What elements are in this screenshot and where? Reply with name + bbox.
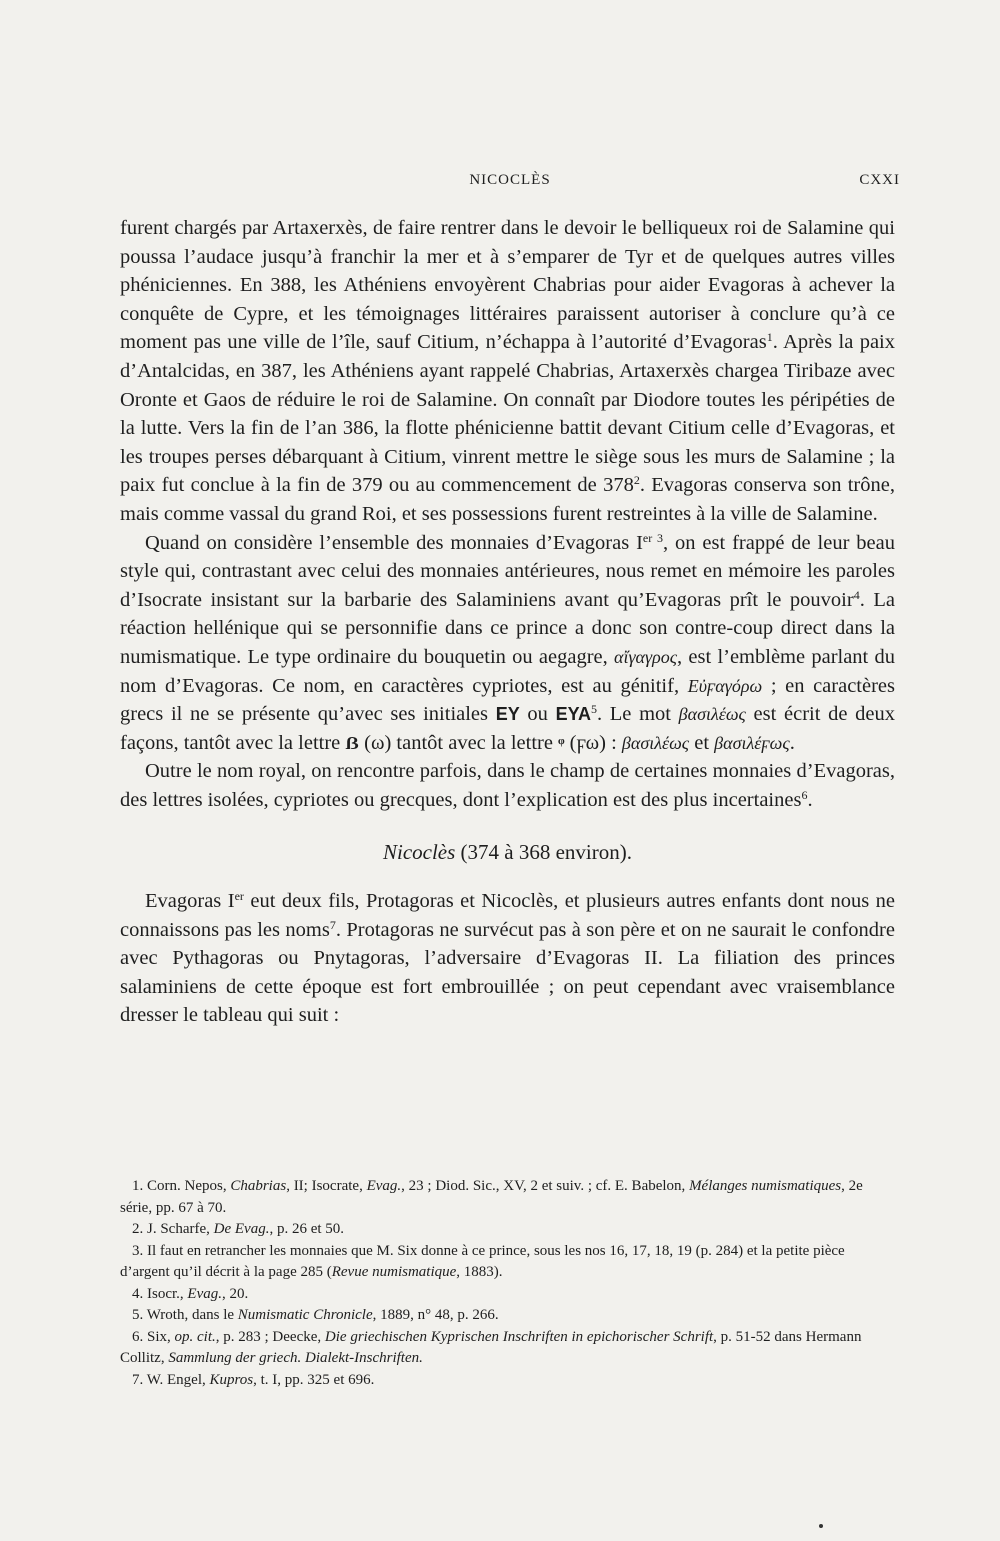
footnote-ref-5: 5 [590,702,597,717]
text-run: , 23 ; Diod. Sic., XV, 2 et suiv. ; cf. E. Babelon, [401,1178,690,1194]
text-run: . [789,731,795,754]
italic-run: Die griechischen Kyprischen Inschriften in epichorischer Schrift [324,1328,714,1345]
footnote-2 [120,1219,895,1241]
body-text [120,214,895,1030]
section-heading-dates: (374 à 368 environ). [455,840,633,865]
text-run: 7. W. Engel, [132,1371,210,1388]
text-run: (ϝω) : [564,731,622,754]
footnote-1 [120,1176,895,1219]
text-run: , p. 26 et 50. [269,1221,345,1237]
italic-run: Evag. [366,1178,402,1194]
greek-word: βασιλέως [621,732,690,753]
text-run: furent chargés par Artaxerxès, de faire rentrer dans le devoir le belliqueux roi de Salamine qui poussa l’audace jusqu’à franchir la mer et à s’emparer de Tyr et de quelques autres villes phéniciennes. En 388, les Athéniens envoyèrent Chabrias pour aider Evagoras à achever la conquête de Cypre, et les témoignages littéraires paraissent autoriser à conclure qu’à ce moment pas une ville de l’île, sauf Citium, n’échappa à l’autorité d’Evagoras [120,217,895,354]
footnotes [120,1176,895,1391]
paragraph-2 [120,529,895,758]
text-run: Quand on considère l’ensemble des monnaies d’Evagoras I [145,531,643,554]
greek-word: βασιλέως [678,704,746,725]
paragraph-3 [120,757,895,814]
text-run: , p. 283 ; Deecke, [215,1328,325,1345]
footnote-4 [120,1284,895,1306]
text-run: . Evagoras conserva son trône, mais comme vassal du grand Roi, et ses possessions furent restreintes à la ville de Salamine. [120,474,895,525]
superscript-er: er [234,889,244,904]
italic-run: Evag. [187,1285,222,1302]
italic-run: Chabrias [230,1178,287,1194]
text-run: 2. J. Scharfe, [132,1221,214,1237]
text-run: , p. 51-52 dans Hermann Collitz, [120,1328,862,1366]
footnote-ref-7: 7 [329,917,336,932]
footnote-6 [120,1327,895,1370]
greek-word: βασιλέϝως [714,732,790,753]
text-run: . Protagoras ne survécut pas à son père et on ne saurait le confondre avec Pythagoras ou Pnytagoras, l’adversaire d’Evagoras II. La filiation des princes salaminiens de cette époque est fort embrouillée ; on peut cependant avec vraisemblance dresser le tableau qui suit : [120,918,895,1027]
text-run: (ω) tantôt avec la lettre [359,731,559,754]
italic-run: Sammlung der griech. Dialekt-Inschriften. [168,1350,423,1366]
cypriot-sign-icon: ẞ [345,732,360,753]
text-run: , 1889, n° 48, p. 266. [372,1307,499,1323]
footnote-ref-4: 4 [853,587,860,602]
text-run: . Après la paix d’Antalcidas, en 387, les Athéniens ayant rappelé Chabrias, Artaxerxès chargea Tiribaze avec Oronte et Gaos de réduire le roi de Salamine. On connaît par Diodore toutes les péripéties de la lutte. Vers la fin de l’an 386, la flotte phénicienne battit devant Citium celle d’Evagoras, et les troupes perses débarquant à Citium, vinrent mettre le siège sous les murs de Salamine ; la paix fut conclue à la fin de 379 ou au commencement de 378 [120,331,896,497]
text-run: , t. I, pp. 325 et 696. [253,1371,375,1388]
italic-run: Numismatic Chronicle [237,1307,373,1323]
cypriot-sign-icon: ᵠ [558,732,565,753]
text-run: ou [519,703,556,726]
greek-word: αἴγαγρος [614,646,678,667]
running-title: NICOCLÈS [469,172,551,188]
ink-speck [819,1524,823,1528]
text-run: . Le mot [596,703,679,726]
italic-run: Revue numismatique [331,1264,457,1280]
greek-initials: EYA [555,704,591,725]
text-run: , on est frappé de leur beau style qui, contrastant avec celui des monnaies antérieures, nous remet en mémoire les paroles d’Isocrate insistant sur la barbarie des Salaminiens avant qu’Evagoras prît le pouvoir [120,531,895,611]
footnote-ref-6: 6 [801,787,808,802]
text-run: 4. Isocr., [132,1285,188,1302]
section-heading [120,838,895,867]
paragraph-4 [120,887,895,1030]
running-head [120,172,900,196]
footnote-ref-3: er 3 [642,530,664,545]
text-run: 1. Corn. Nepos, [132,1178,231,1194]
italic-run: De Evag. [213,1221,270,1237]
text-run: 3. Il faut en retrancher les monnaies que M. Six donne à ce prince, sous les nos 16, 17, 18, 19 (p. 284) et la petite pièce d’argent qu’il décrit à la page 285 ( [120,1242,845,1280]
text-run: Outre le nom royal, on rencontre parfois, dans le champ de certaines monnaies d’Evagoras, des lettres isolées, cypriotes ou grecques, dont l’explication est des plus incertaines [120,760,895,811]
section-heading-name: Nicoclès [382,840,456,865]
footnote-3 [120,1241,895,1284]
text-run: eut deux fils, Protagoras et Nicoclès, et plusieurs autres enfants dont nous ne connaissons pas les noms [120,890,895,941]
text-run: . [807,788,813,811]
text-run: , 20. [222,1285,249,1302]
italic-run: Kupros [209,1371,254,1388]
italic-run: op. cit. [174,1328,216,1345]
text-run: est écrit de deux façons, tantôt avec la lettre [120,703,895,754]
text-run: , 2e série, pp. 67 à 70. [120,1178,863,1216]
page-number: CXXI [859,172,900,188]
text-run: 6. Six, [132,1328,175,1345]
footnote-ref-1: 1 [766,330,773,345]
text-run: Evagoras I [145,890,235,913]
text-run: et [689,731,715,754]
greek-word: Εὐϝαγόρω [687,675,763,696]
paragraph-1 [120,214,895,529]
greek-initials: EY [495,704,520,725]
text-run: ; en caractères grecs il ne se présente qu’avec ses initiales [120,674,896,726]
text-run: 5. Wroth, dans le [132,1307,238,1323]
text-run: , est l’emblème parlant du nom d’Evagoras. Ce nom, en caractères cypriotes, est au génitif, [120,645,896,697]
text-run: . La réaction hellénique qui se personnifie dans ce prince a donc son contre-coup direct dans la numismatique. Le type ordinaire du bouquetin ou aegagre, [120,588,895,668]
footnote-5 [120,1305,895,1327]
italic-run: Mélanges numismatiques [689,1178,842,1194]
text-run: , 1883). [456,1264,503,1280]
footnote-7 [120,1370,895,1392]
footnote-ref-2: 2 [633,473,640,488]
text-run: , II; Isocrate, [286,1178,367,1194]
